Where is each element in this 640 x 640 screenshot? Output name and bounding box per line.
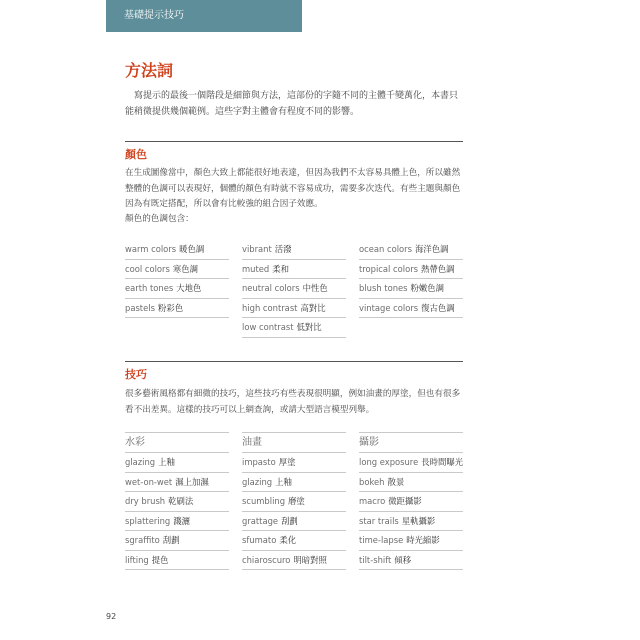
color-section-title: 顏色	[125, 148, 147, 161]
technique-paragraph: 很多藝術風格都有細微的技巧，這些技巧有些表現很明顯，例如油畫的厚塗，但也有很多看不出差異。這樣的技巧可以上網查詢，或請大型語言模型列舉。	[125, 389, 461, 415]
term-en: sgraffito	[125, 535, 160, 545]
term-zh: 熱帶色調	[421, 263, 455, 274]
technique-section-title: 技巧	[125, 368, 147, 381]
term-en: grattage	[242, 515, 279, 526]
term-item	[359, 453, 463, 473]
term-en: muted	[242, 263, 270, 274]
section-divider	[125, 361, 463, 362]
watercolor-column	[125, 432, 229, 570]
technique-terms-grid	[125, 432, 463, 570]
page-title: 方法詞	[125, 61, 174, 80]
term-item	[359, 531, 463, 551]
intro-paragraph: 寫提示的最後一個階段是細節與方法，這部份的字隨不同的主體千變萬化，本書只能稍微提供幾個範例。這些字對主體會有程度不同的影響。	[125, 91, 459, 117]
term-en: long exposure	[359, 457, 419, 467]
color-column-2	[242, 240, 346, 338]
term-en: warm colors	[125, 244, 177, 254]
term-en: vibrant	[242, 244, 272, 254]
term-zh: 復古色調	[421, 302, 455, 313]
term-en: macro	[359, 496, 386, 506]
term-zh: 海洋色調	[414, 244, 449, 254]
term-en: vintage colors	[359, 302, 419, 313]
column-heading: 油畫	[242, 432, 346, 453]
term-en: impasto	[242, 457, 276, 467]
term-zh: 提色	[151, 554, 169, 565]
term-zh: 活潑	[274, 244, 292, 254]
term-item	[359, 492, 463, 512]
term-item	[125, 453, 229, 473]
term-zh: 濕上加濕	[175, 476, 209, 487]
term-en: splattering	[125, 515, 171, 526]
term-zh: 星軌攝影	[401, 515, 436, 526]
term-en: low contrast	[242, 322, 294, 332]
color-column-1	[125, 240, 229, 338]
term-en: blush tones	[359, 283, 408, 293]
term-en: sfumato	[242, 535, 277, 545]
term-zh: 厚塗	[278, 457, 296, 467]
term-en: high contrast	[242, 302, 298, 313]
term-zh: 刮劃	[162, 535, 180, 545]
term-en: star trails	[359, 515, 399, 526]
term-item	[125, 551, 229, 571]
term-item	[125, 279, 229, 299]
term-item	[125, 240, 229, 260]
term-item	[359, 240, 463, 260]
term-en: tilt-shift	[359, 554, 392, 565]
section-divider	[125, 141, 463, 142]
term-en: tropical colors	[359, 263, 419, 274]
term-en: chiaroscuro	[242, 554, 291, 565]
term-item	[125, 299, 229, 319]
term-zh: 長時間曝光	[421, 457, 463, 467]
term-zh: 中性色	[302, 283, 328, 293]
color-paragraph: 在生成圖像當中，顏色大致上都能很好地表達，但因為我們不太容易具體上色，所以雖然整體的色調可以表現好，個體的顏色有時就不容易成功，需要多次迭代。有些主題與顏色因為有既定搭配，所以會有比較強的組合因子效應。	[125, 168, 461, 209]
term-en: glazing	[125, 457, 156, 467]
term-en: wet-on-wet	[125, 476, 173, 487]
term-item	[359, 260, 463, 280]
term-en: ocean colors	[359, 244, 412, 254]
term-zh: 散景	[387, 476, 405, 487]
color-terms-grid	[125, 240, 463, 338]
term-zh: 上釉	[275, 476, 292, 487]
term-item	[242, 318, 346, 338]
term-item	[125, 492, 229, 512]
term-item	[242, 551, 346, 571]
term-zh: 傾移	[394, 554, 412, 565]
term-en: bokeh	[359, 476, 385, 487]
color-column-3	[359, 240, 463, 338]
chapter-tab: 基礎提示技巧	[106, 0, 302, 32]
term-zh: 大地色	[176, 283, 202, 293]
term-zh: 乾刷法	[168, 496, 194, 506]
term-item	[359, 279, 463, 299]
color-lead-text: 顏色的色調包含：	[125, 214, 194, 224]
photography-column	[359, 432, 463, 570]
term-zh: 磨塗	[288, 496, 305, 506]
oil-painting-column	[242, 432, 346, 570]
term-item	[242, 453, 346, 473]
term-en: glazing	[242, 476, 273, 487]
term-zh: 柔和	[272, 263, 289, 274]
term-item	[125, 260, 229, 280]
page-number: 92	[106, 612, 117, 621]
term-en: earth tones	[125, 283, 174, 293]
term-zh: 粉彩色	[157, 302, 184, 313]
term-item	[242, 473, 346, 493]
term-zh: 柔化	[279, 535, 297, 545]
term-item	[242, 279, 346, 299]
term-item	[359, 512, 463, 532]
term-en: dry brush	[125, 496, 166, 506]
term-en: neutral colors	[242, 283, 300, 293]
term-en: scumbling	[242, 496, 286, 506]
term-zh: 高對比	[300, 302, 326, 313]
term-item	[242, 260, 346, 280]
column-heading: 攝影	[359, 432, 463, 453]
term-item	[242, 492, 346, 512]
term-zh: 粉嫩色調	[410, 283, 445, 293]
term-item	[242, 512, 346, 532]
term-item	[242, 240, 346, 260]
term-item	[359, 299, 463, 319]
term-en: lifting	[125, 554, 149, 565]
term-item	[359, 551, 463, 571]
term-item	[242, 531, 346, 551]
term-zh: 低對比	[296, 322, 322, 332]
term-zh: 微距攝影	[388, 496, 422, 506]
term-en: time-lapse	[359, 535, 404, 545]
term-en: pastels	[125, 302, 155, 313]
term-zh: 明暗對照	[293, 554, 327, 565]
term-item	[359, 473, 463, 493]
term-zh: 寒色調	[172, 263, 198, 274]
term-zh: 上釉	[158, 457, 175, 467]
term-zh: 時光縮影	[406, 535, 440, 545]
term-zh: 暖色調	[179, 244, 205, 254]
term-item	[125, 531, 229, 551]
term-en: cool colors	[125, 263, 170, 274]
term-item	[125, 473, 229, 493]
term-zh: 刮劃	[281, 515, 298, 526]
term-zh: 濺灑	[173, 515, 191, 526]
column-heading: 水彩	[125, 432, 229, 453]
term-item	[125, 512, 229, 532]
term-item	[242, 299, 346, 319]
